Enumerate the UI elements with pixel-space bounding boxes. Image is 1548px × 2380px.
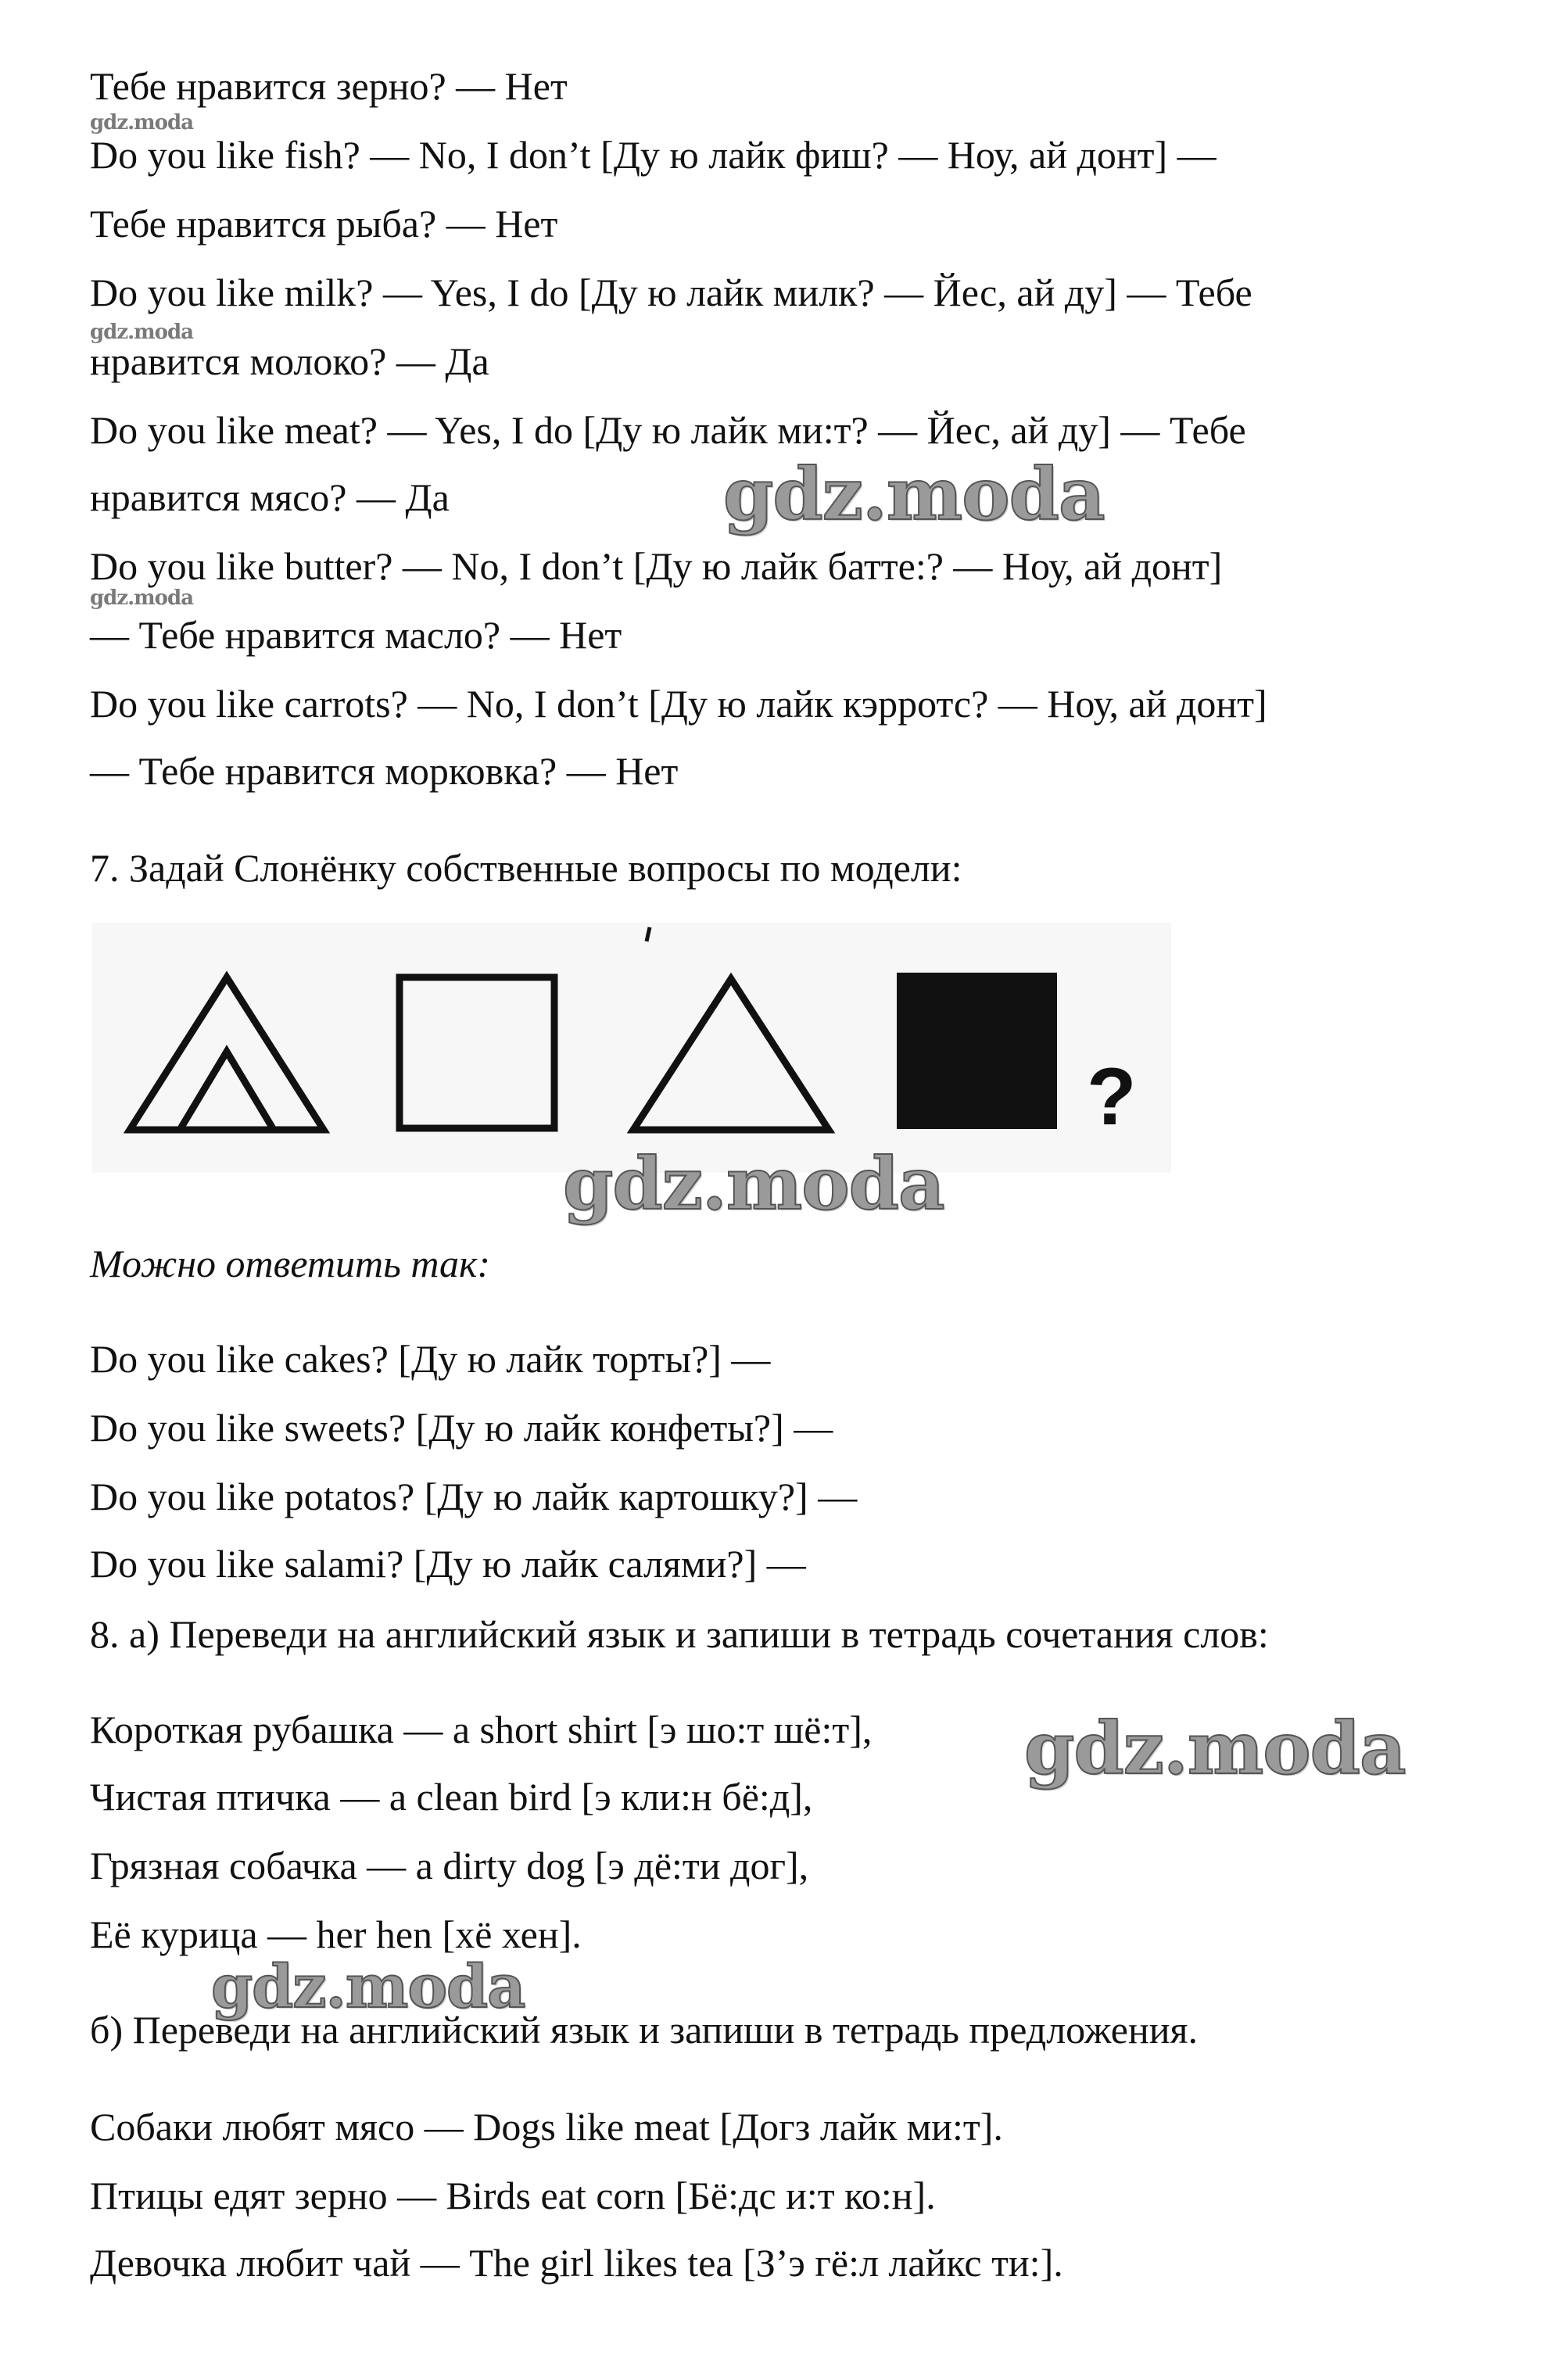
- text-line: Тебе нравится зерно? — Нет: [90, 64, 568, 108]
- text-line: Do you like fish? — No, I don’t [Ду ю лайк фиш? — Ноу, ай донт] —: [90, 133, 1217, 177]
- text-line: Собаки любят мясо — Dogs like meat [Догз лайк ми:т].: [90, 2105, 1003, 2149]
- watermark: gdz.moda: [90, 321, 194, 344]
- text-line: — Тебе нравится морковка? — Нет: [90, 749, 679, 793]
- text-line: Девочка любит чай — The girl likes tea [З’э гё:л лайкс ти:].: [90, 2241, 1063, 2285]
- question-mark: ?: [1087, 1052, 1137, 1142]
- text-line: Do you like meat? — Yes, I do [Ду ю лайк ми:т? — Йес, ай ду] — Тебе: [90, 408, 1246, 452]
- text-line: нравится молоко? — Да: [90, 339, 489, 383]
- text-line: нравится мясо? — Да: [90, 475, 450, 519]
- text-line: Тебе нравится рыба? — Нет: [90, 202, 558, 246]
- watermark: gdz.moda: [211, 1952, 525, 2021]
- text-line: Грязная собачка — a dirty dog [э дё:ти дог],: [90, 1844, 809, 1887]
- watermark: gdz.moda: [90, 586, 194, 610]
- text-line: Do you like carrots? — No, I don’t [Ду ю лайк кэрротс? — Ноу, ай донт]: [90, 682, 1267, 726]
- text-line: Do you like potatos? [Ду ю лайк картошку?] —: [90, 1475, 858, 1518]
- watermark: gdz.moda: [90, 111, 194, 134]
- filled-square-icon: [897, 973, 1057, 1129]
- exercise-8a-heading: 8. а) Переведи на английский язык и запиши в тетрадь сочетания слов:: [90, 1612, 1269, 1656]
- text-line: Do you like salami? [Ду ю лайк салями?] —: [90, 1542, 806, 1586]
- text-line: — Тебе нравится масло? — Нет: [90, 613, 622, 657]
- text-line: Do you like cakes? [Ду ю лайк торты?] —: [90, 1337, 771, 1381]
- text-line: Do you like butter? — No, I don’t [Ду ю лайк батте:? — Ноу, ай донт]: [90, 544, 1223, 588]
- text-line: Do you like sweets? [Ду ю лайк конфеты?] —: [90, 1406, 833, 1450]
- text-line: Её курица — her hen [хё хен].: [90, 1912, 582, 1956]
- exercise-8b-heading: б) Переведи на английский язык и запиши в тетрадь предложения.: [90, 2008, 1198, 2052]
- watermark: gdz.moda: [563, 1142, 944, 1226]
- watermark: gdz.moda: [1024, 1706, 1406, 1790]
- text-line: Птицы едят зерно — Birds eat corn [Бё:дс и:т ко:н].: [90, 2174, 936, 2217]
- text-line: Do you like milk? — Yes, I do [Ду ю лайк милк? — Йес, ай ду] — Тебе: [90, 271, 1252, 314]
- answer-intro: Можно ответить так:: [90, 1242, 491, 1285]
- text-line: Короткая рубашка — a short shirt [э шо:т шё:т],: [90, 1708, 873, 1751]
- exercise-7-heading: 7. Задай Слонёнку собственные вопросы по модели:: [90, 846, 962, 890]
- model-figure: [92, 923, 1171, 1173]
- text-line: Чистая птичка — a clean bird [э кли:н бё:д],: [90, 1775, 813, 1819]
- watermark: gdz.moda: [723, 452, 1105, 536]
